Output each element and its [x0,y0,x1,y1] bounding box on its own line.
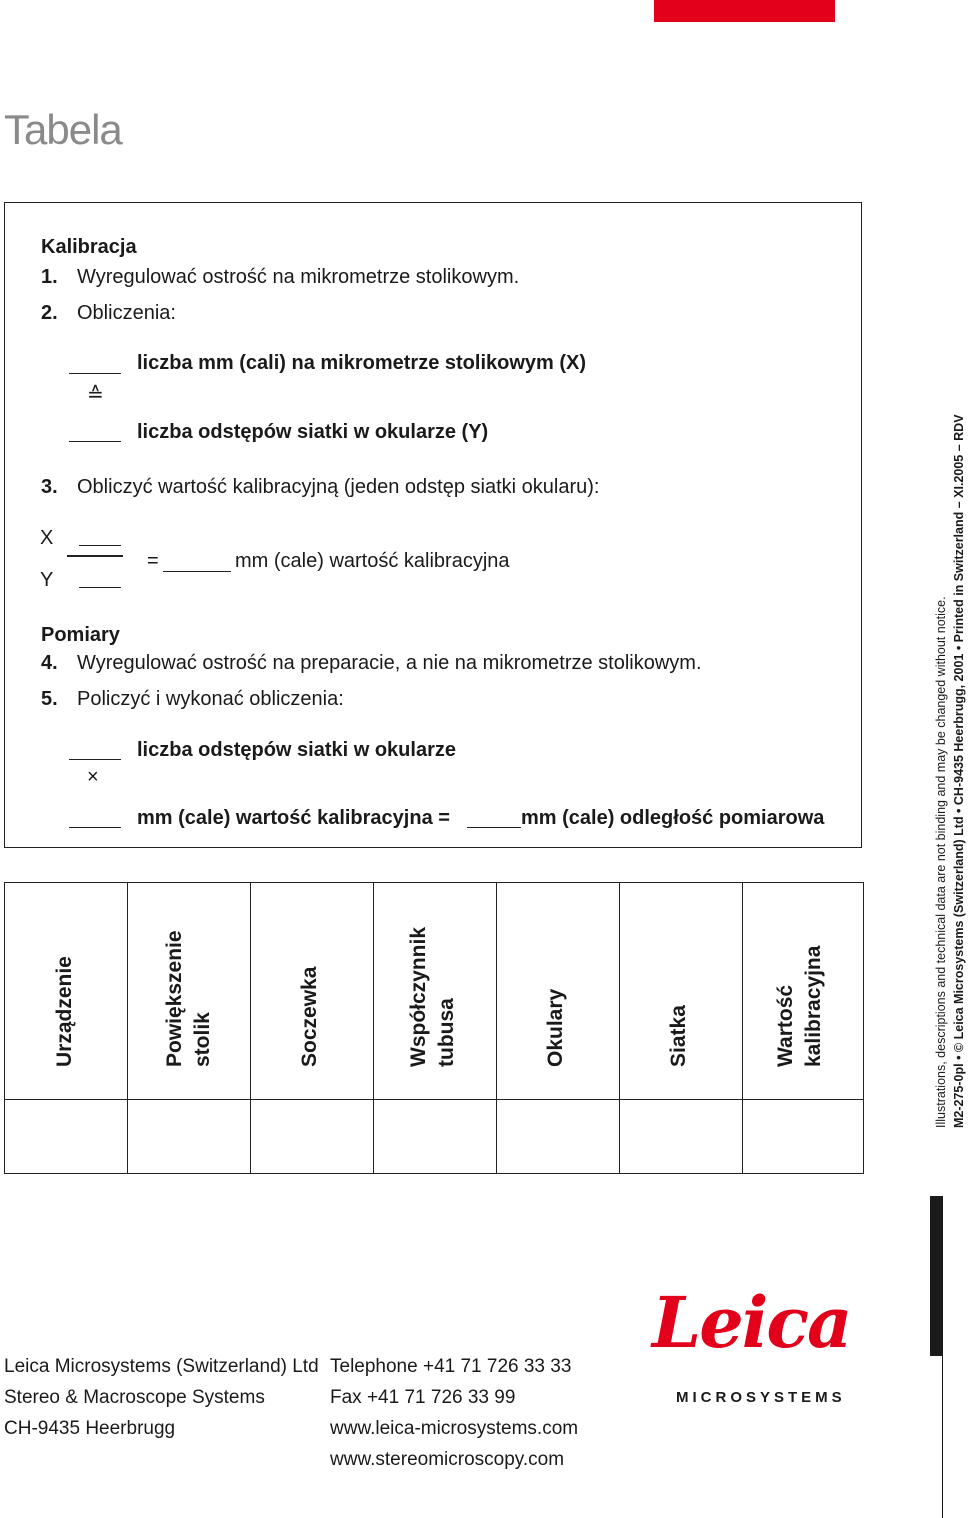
header-cell-stage-magnification [127,883,250,1099]
table-cell-empty[interactable] [743,1100,863,1172]
footer-company: Leica Microsystems (Switzerland) Ltd [4,1356,319,1377]
leica-logo-wordmark: Leica [652,1281,851,1364]
side-thin-line [942,1356,943,1518]
header-device: Urządzenie [53,956,76,1067]
top-red-bar [654,0,835,22]
footer-web-stereo[interactable]: www.stereomicroscopy.com [330,1449,565,1470]
header-cell-eyepieces [496,883,619,1099]
step-2-number: 2. [41,302,58,324]
side-disclaimer [932,414,968,1128]
header-tube-factor: Współczynnik tubusa [407,926,458,1067]
blank-y-line [69,441,121,442]
table-cell-empty[interactable] [128,1100,250,1172]
footer-web-leica[interactable]: www.leica-microsystems.com [330,1418,579,1439]
measure-line-count: liczba odstępów siatki w okularze [137,739,456,761]
measure-line-distance: mm (cale) odległość pomiarowa [521,807,825,829]
step-5-number: 5. [41,688,58,710]
table-cell-empty[interactable] [251,1100,373,1172]
x-label: X [40,527,54,549]
leica-logo-subtitle: MICROSYSTEMS [676,1389,846,1406]
calibration-table [4,882,864,1174]
table-cell-empty[interactable] [620,1100,742,1172]
calc-line-grid: liczba odstępów siatki w okularze (Y) [137,421,489,443]
blank-calib-line [69,827,121,828]
y-label: Y [40,569,54,591]
step-1-text: Wyregulować ostrość na mikrometrze stolikowym. [77,266,520,288]
step-4-text: Wyregulować ostrość na preparacie, a nie na mikrometrze stolikowym. [77,652,702,674]
table-cell-empty[interactable] [374,1100,496,1172]
header-cell-device [5,883,127,1099]
footer-division: Stereo & Macroscope Systems [4,1387,265,1408]
page-title: Tabela [4,106,122,153]
step-3-number: 3. [41,476,58,498]
fraction-bar [67,555,123,557]
equals-sign: = [147,550,159,572]
calibration-heading: Kalibracja [41,236,137,258]
header-objective: Soczewka [298,966,321,1067]
table-cell-empty[interactable] [5,1100,127,1172]
header-cell-calibration-value [742,883,864,1099]
disclaimer-line: Illustrations, descriptions and technical data are not binding and may be changed without notice. [934,596,948,1128]
header-stage-magnification: Powiększenie stolik [163,930,214,1067]
footer-fax: Fax +41 71 726 33 99 [330,1387,516,1408]
approx-symbol: ≙ [87,384,104,406]
footer-address: CH-9435 Heerbrugg [4,1418,176,1439]
header-reticle: Siatka [667,1005,690,1067]
y-blank [79,587,121,588]
measure-line-calib: mm (cale) wartość kalibracyjna = [137,807,450,829]
header-cell-objective [250,883,373,1099]
footer-phone: Telephone +41 71 726 33 33 [330,1356,572,1377]
measurement-heading: Pomiary [41,624,120,646]
blank-count-line [69,759,121,760]
x-blank [79,545,121,546]
table-cell-empty[interactable] [497,1100,619,1172]
header-cell-tube-factor [373,883,496,1099]
header-eyepieces: Okulary [544,988,567,1067]
calibration-box [4,202,862,848]
step-4-number: 4. [41,652,58,674]
result-text: mm (cale) wartość kalibracyjna [235,550,510,572]
side-black-bar [930,1196,943,1356]
step-5-text: Policzyć i wykonać obliczenia: [77,688,344,710]
step-3-text: Obliczyć wartość kalibracyjną (jeden odstęp siatki okularu): [77,476,600,498]
times-symbol: × [87,766,99,788]
step-2-text: Obliczenia: [77,302,176,324]
print-info-line: M2-275-0pl • © Leica Microsystems (Switzerland) Ltd • CH-9435 Heerbrugg, 2001 • Printed in Switzerland – XI.2005 – RDV [952,414,966,1128]
step-1-number: 1. [41,266,58,288]
result-blank [163,571,231,572]
header-cell-reticle [619,883,742,1099]
header-calibration-value: Wartość kalibracyjna [774,945,825,1067]
calc-line-mm: liczba mm (cali) na mikrometrze stolikowym (X) [137,352,587,374]
blank-distance-line [467,827,521,828]
blank-x-line [69,373,121,374]
